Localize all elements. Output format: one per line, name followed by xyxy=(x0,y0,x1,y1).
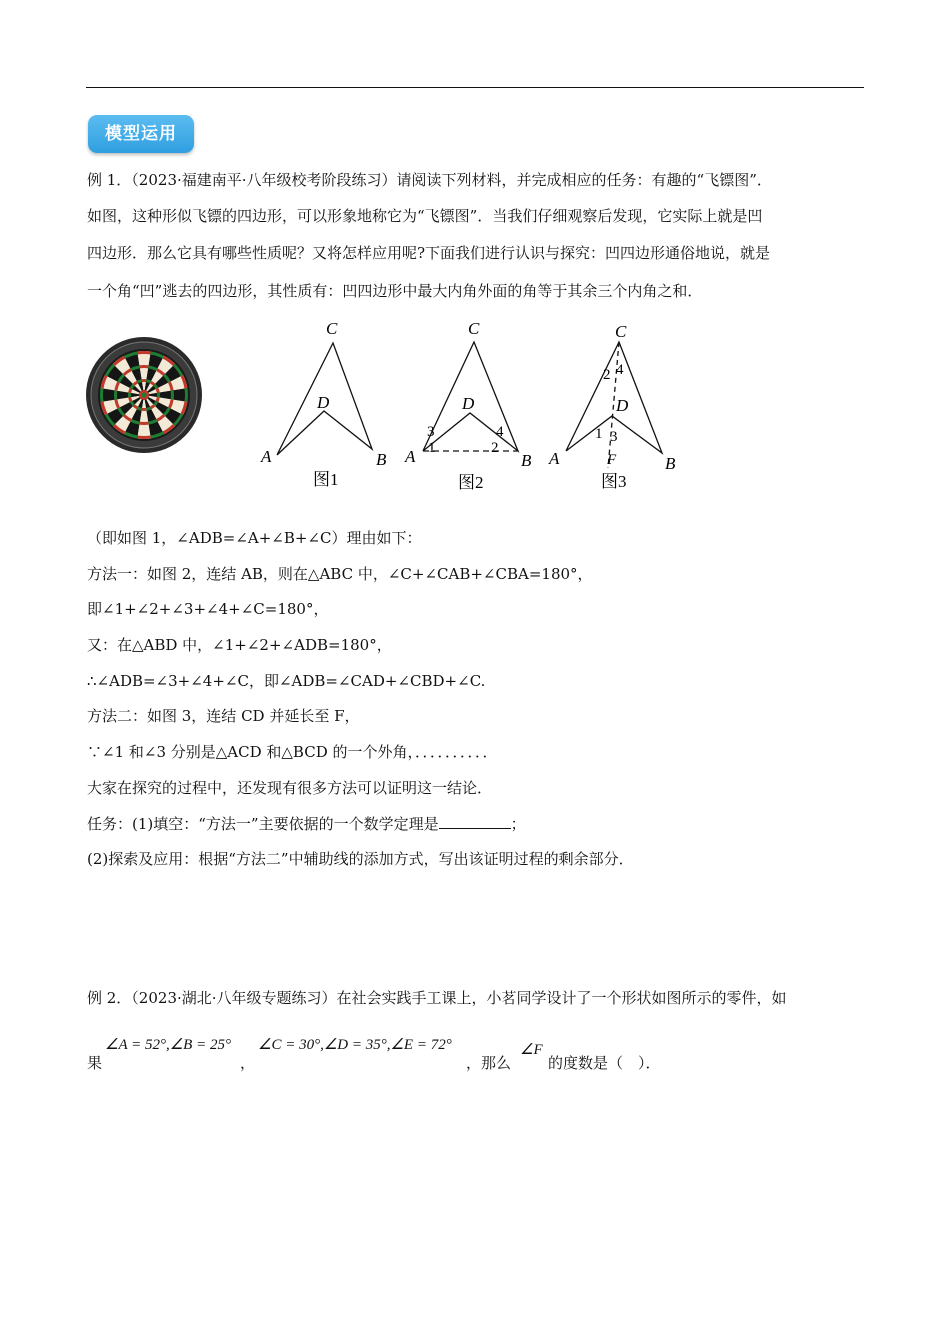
proof-line-5: ∴∠ADB=∠3+∠4+∠C，即∠ADB=∠CAD+∠CBD+∠C. xyxy=(87,672,486,690)
dartboard-wedge xyxy=(137,351,151,355)
proof-line-4: 又：在△ABD 中，∠1+∠2+∠ADB=180°， xyxy=(87,636,392,654)
fig3-label-c: C xyxy=(615,322,627,341)
dartboard-wedge xyxy=(171,390,174,399)
fig2-angle-2: 2 xyxy=(491,440,499,456)
ex2-formula-cde: ∠C = 30°,∠D = 35°,∠E = 72° xyxy=(258,1037,452,1053)
fig3-label-f: F xyxy=(607,452,617,468)
dartboard-wedge xyxy=(128,392,131,397)
dartboard-wedge xyxy=(157,392,160,397)
dartboard-wedge xyxy=(139,422,148,425)
task-2: (2)探索及应用：根据“方法二”中辅助线的添加方式，写出该证明过程的剩余部分． xyxy=(87,850,634,868)
section-badge: 模型运用 xyxy=(88,115,194,153)
ex2-ruo: 果 xyxy=(87,1054,103,1072)
ex1-line-3: 四边形．那么它具有哪些性质呢？又将怎样应用呢?下面我们进行认识与探究：凹四边形通俗地说，就是 xyxy=(87,244,771,262)
fig3-label-d: D xyxy=(616,396,629,415)
fig3-angle-4: 4 xyxy=(616,362,624,378)
dartboard-wedge xyxy=(100,388,104,402)
ex2-tail: 的度数是（ ）． xyxy=(548,1054,661,1072)
fig1-label-c: C xyxy=(326,319,338,338)
dartboard-wedge xyxy=(141,379,146,382)
fig2-label-b: B xyxy=(521,451,532,470)
proof-line-2: 方法一：如图 2，连结 AB，则在△ABC 中，∠C+∠CAB+∠CBA=180°， xyxy=(87,565,593,583)
fig1-caption: 图1 xyxy=(313,470,339,489)
dartboard-wedge xyxy=(114,390,117,399)
proof-line-8: 大家在探究的过程中，还发现有很多方法可以证明这一结论． xyxy=(87,779,493,797)
fig2-label-c: C xyxy=(468,319,480,338)
ex2-line-1: 例 2．（2023·湖北·八年级专题练习）在社会实践手工课上，小茗同学设计了一个形状如图所示的零件，如 xyxy=(87,989,787,1007)
fig3-angle-2: 2 xyxy=(603,367,611,383)
figure-3 xyxy=(566,342,662,468)
proof-line-3: 即∠1+∠2+∠3+∠4+∠C=180°， xyxy=(87,600,329,618)
proof-line-7: ∵∠1 和∠3 分别是△ACD 和△BCD 的一个外角，．．．．．．．．．． xyxy=(87,743,498,761)
ex2-mid: ，那么 xyxy=(466,1054,512,1072)
fig1-label-d: D xyxy=(317,393,330,412)
fig2-label-a: A xyxy=(405,447,416,466)
fig2-angle-1: 1 xyxy=(428,440,436,456)
fig2-angle-3: 3 xyxy=(427,424,435,440)
fig2-caption: 图2 xyxy=(458,473,484,492)
ex1-line-2: 如图，这种形似飞镖的四边形，可以形象地称它为“飞镖图”．当我们仔细观察后发现，它实际上就是凹 xyxy=(87,207,763,225)
proof-line-6: 方法二：如图 3，连结 CD 并延长至 F， xyxy=(87,707,360,725)
task-1-text: 任务：(1)填空：“方法一”主要依据的一个数学定理是 xyxy=(87,815,439,833)
dartboard-image xyxy=(86,337,202,453)
dartboard-wedge xyxy=(141,408,146,411)
fig1-label-a: A xyxy=(261,447,272,466)
task-1-suffix: ； xyxy=(510,815,526,833)
dartboard-wedge xyxy=(137,435,151,439)
proof-line-1: （即如图 1，∠ADB=∠A+∠B+∠C）理由如下： xyxy=(87,529,422,547)
fig3-label-a: A xyxy=(549,449,560,468)
fig3-label-b: B xyxy=(665,454,676,473)
task-1 xyxy=(87,813,526,834)
ex2-comma: ， xyxy=(240,1054,256,1072)
ex1-line-1: 例 1．（2023·福建南平·八年级校考阶段练习）请阅读下列材料，并完成相应的任务：有趣的“飞镖图”． xyxy=(87,171,772,189)
fig3-angle-3: 3 xyxy=(610,429,618,445)
dartboard-wedge xyxy=(184,388,188,402)
ex1-line-4: 一个角“凹”逃去的四边形，其性质有：凹四边形中最大内角外面的角等于其余三个内角之和． xyxy=(87,282,703,300)
answer-blank[interactable] xyxy=(439,813,511,829)
header-rule xyxy=(86,87,864,88)
fig2-label-d: D xyxy=(462,394,475,413)
figure-row xyxy=(80,312,700,501)
fig3-caption: 图3 xyxy=(601,472,627,491)
ex2-formula-f: ∠F xyxy=(520,1042,543,1058)
fig2-angle-4: 4 xyxy=(496,424,504,440)
dartboard-wedge xyxy=(139,365,148,368)
ex2-formula-ab: ∠A = 52°,∠B = 25° xyxy=(105,1037,231,1053)
fig1-label-b: B xyxy=(376,450,387,469)
fig3-angle-1: 1 xyxy=(595,426,603,442)
